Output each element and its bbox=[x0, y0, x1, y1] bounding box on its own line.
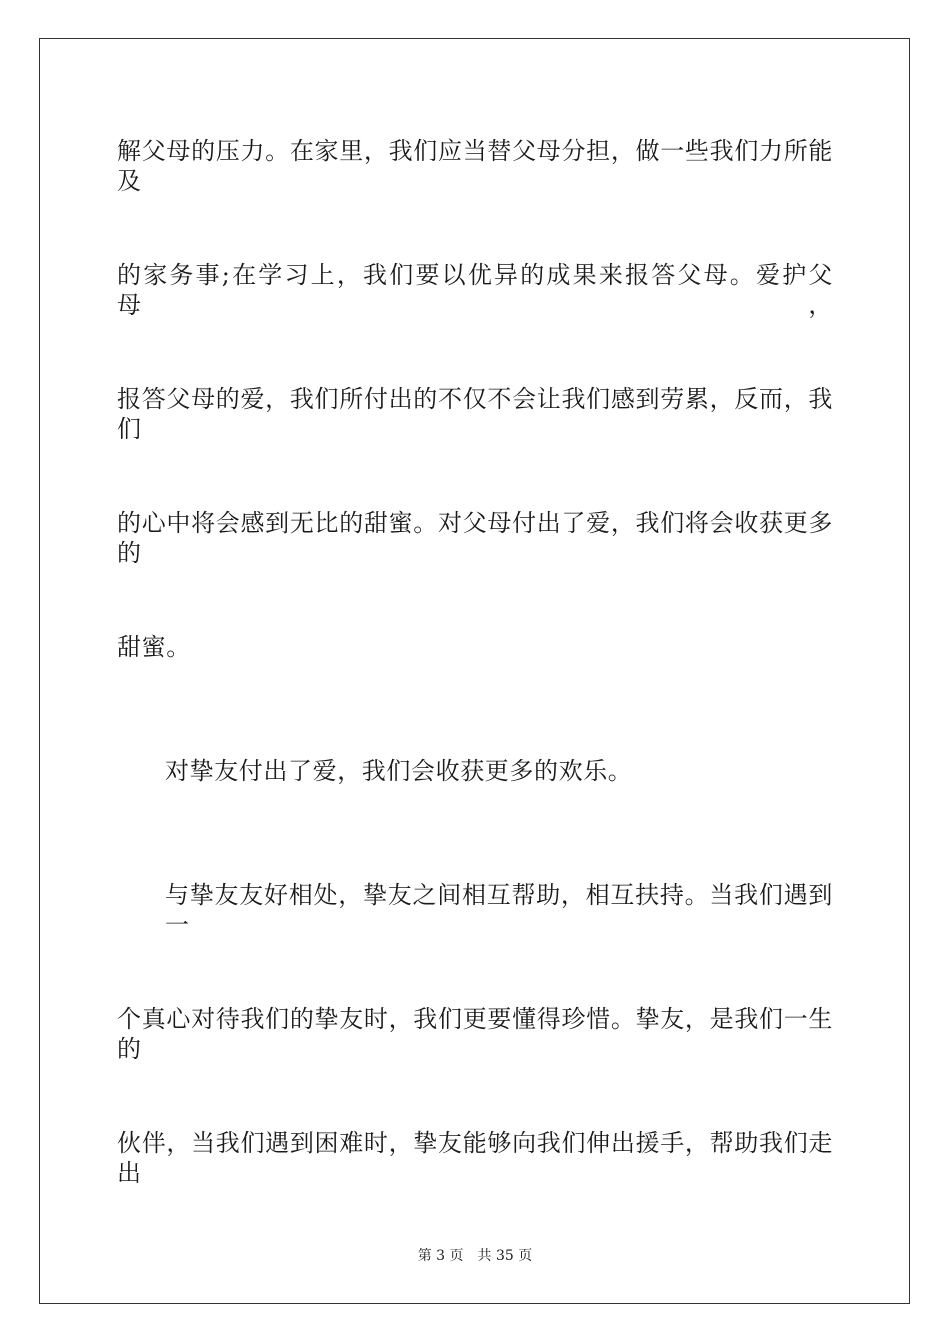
page-number-total: 共 35 页 bbox=[477, 1248, 533, 1264]
page-footer bbox=[0, 1246, 950, 1266]
text-line: 的心中将会感到无比的甜蜜。对父母付出了爱，我们将会收获更多的 bbox=[117, 509, 833, 567]
text-line: 报答父母的爱，我们所付出的不仅不会让我们感到劳累，反而，我们 bbox=[117, 385, 833, 443]
text-line: 甜蜜。 bbox=[117, 633, 191, 661]
text-line: 个真心对待我们的挚友时，我们更要懂得珍惜。挚友，是我们一生的 bbox=[117, 1005, 833, 1063]
paragraph-first-line: 与挚友友好相处，挚友之间相互帮助，相互扶持。当我们遇到一 bbox=[165, 881, 833, 939]
text-line: 解父母的压力。在家里，我们应当替父母分担，做一些我们力所能及 bbox=[117, 137, 833, 195]
page-number-current: 第 3 页 bbox=[417, 1248, 464, 1264]
paragraph-first-line: 对挚友付出了爱，我们会收获更多的欢乐。 bbox=[165, 757, 633, 785]
text-line: 伙伴，当我们遇到困难时，挚友能够向我们伸出援手，帮助我们走出 bbox=[117, 1129, 833, 1187]
text-line: 的家务事;在学习上，我们要以优异的成果来报答父母。爱护父母， bbox=[117, 261, 833, 319]
page-frame bbox=[39, 38, 910, 1304]
